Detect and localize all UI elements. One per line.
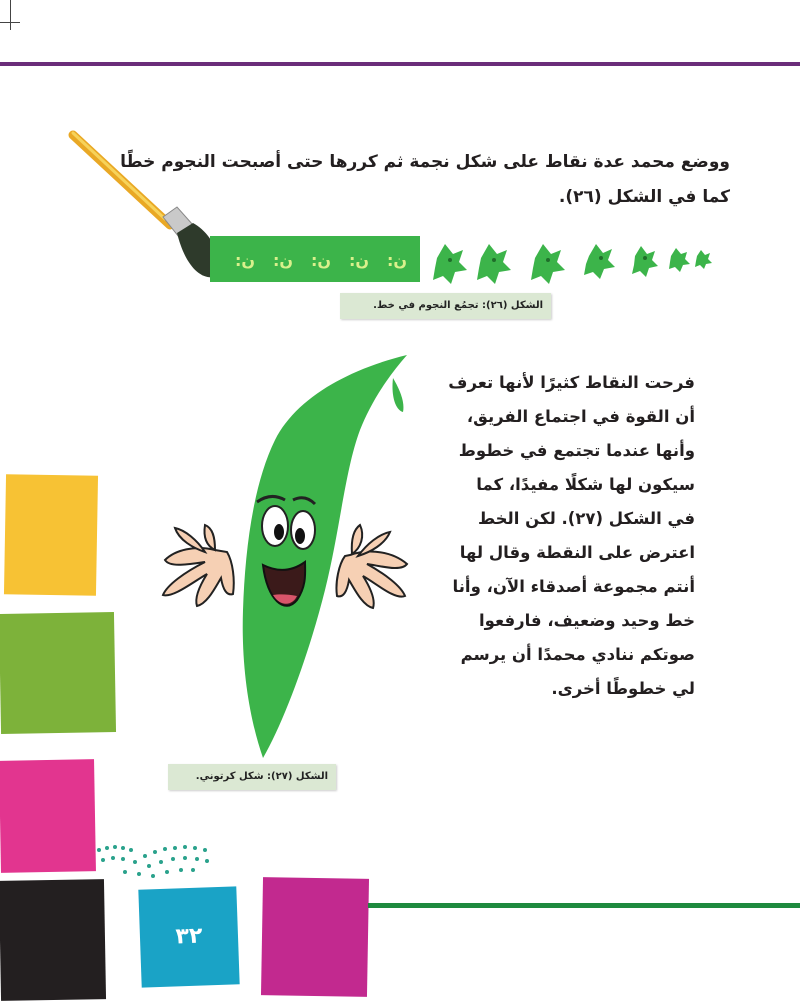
- pink-block: [0, 759, 96, 873]
- story-paragraph: [395, 366, 695, 706]
- story-line: صوتكم ننادي محمدًا أن يرسم: [460, 645, 695, 664]
- svg-text::ن: :ن: [273, 251, 294, 270]
- black-block: [0, 879, 106, 1001]
- intro-paragraph: [110, 145, 730, 215]
- intro-line: كما في الشكل (٢٦).: [558, 187, 730, 207]
- olive-block: [0, 612, 116, 734]
- story-line: اعترض على النقطة وقال لها: [459, 543, 695, 562]
- yellow-block: [4, 474, 98, 596]
- crop-mark: [0, 22, 20, 23]
- svg-text::ن: :ن: [235, 251, 256, 270]
- star-line-figure: [205, 228, 725, 288]
- figure-26-caption: الشكل (٢٦): تجمُع النجوم في خط.: [340, 293, 551, 319]
- story-line: أنتم مجموعة أصدقاء الآن، وأنا: [452, 577, 695, 596]
- footer-rule: [368, 903, 800, 908]
- svg-text::ن: :ن: [387, 251, 408, 270]
- cartoon-line-character: [145, 350, 420, 765]
- crop-mark: [10, 0, 11, 30]
- ministry-logo-dots: [95, 842, 215, 887]
- story-line: لي خطوطًا أخرى.: [551, 679, 695, 698]
- svg-text::ن: :ن: [311, 251, 332, 270]
- story-line: فرحت النقاط كثيرًا لأنها تعرف: [448, 373, 695, 392]
- story-line: وأنها عندما تجتمع في خطوط: [458, 441, 695, 460]
- story-line: في الشكل (٢٧). لكن الخط: [477, 509, 695, 528]
- story-line: أن القوة في اجتماع الفريق،: [466, 407, 695, 426]
- story-line: خط وحيد وضعيف، فارفعوا: [479, 611, 695, 630]
- intro-line: ووضع محمد عدة نقاط على شكل نجمة ثم كررها حتى أصبحت النجوم خطًا: [120, 152, 730, 172]
- svg-text::ن: :ن: [349, 251, 370, 270]
- header-rule: [0, 62, 800, 66]
- story-line: سيكون لها شكلًا مفيدًا، كما: [476, 475, 695, 494]
- page-number: ٣٢: [138, 886, 239, 987]
- figure-27-caption: الشكل (٢٧): شكل كرتوني.: [168, 764, 336, 790]
- magenta-block: [261, 877, 369, 997]
